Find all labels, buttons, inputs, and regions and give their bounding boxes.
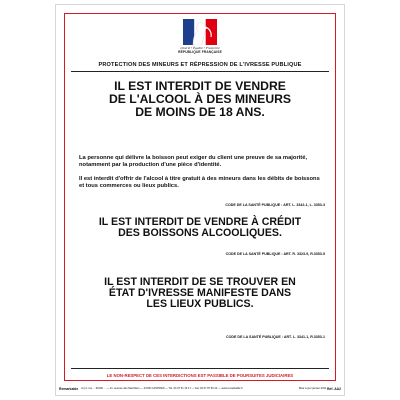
section3-title-line: LES LIEUX PUBLICS. (146, 298, 254, 311)
section1-title-line: IL EST INTERDIT DE VENDRE (114, 79, 286, 93)
section2-title-line: DES BOISSONS ALCOOLIQUES. (118, 227, 282, 240)
logo-motto: Liberté • Égalité • Fraternité (180, 46, 220, 50)
logo-country-name: RÉPUBLIQUE FRANÇAISE (178, 50, 222, 54)
update-date: Mise à jour janvier 2011 (298, 387, 327, 390)
section1-title (65, 80, 335, 118)
poster-reference-code: Réf. AA2 (326, 386, 341, 391)
section2-title-line: IL EST INTERDIT DE VENDRE À CRÉDIT (98, 216, 302, 228)
section1-title-line: DE L'ALCOOL À DES MINEURS (108, 91, 292, 106)
marianne-icon (183, 19, 217, 45)
marianne-logo (172, 19, 228, 66)
poster (55, 4, 345, 396)
section3-legal-reference: CODE DE LA SANTÉ PUBLIQUE : ART. L. 3341-1, R.3353-1 (226, 335, 325, 339)
section3-title-line: ÉTAT D'IVRESSE MANIFESTE DANS (108, 287, 292, 300)
section2-legal-reference: CODE DE LA SANTÉ PUBLIQUE : ART. R. 3323-9, R.3353-5 (225, 252, 325, 256)
section1-title-line: DE MOINS DE 18 ANS. (135, 104, 265, 119)
poster-frame (64, 13, 336, 381)
header-title: PROTECTION DES MINEURS ET RÉPRESSION DE L'IVRESSE PUBLIQUE (98, 62, 302, 68)
legal-warning: LE NON-RESPECT DE CES INTERDICTIONS EST PASSIBLE DE POURSUITES JUDICIAIRES (106, 373, 294, 378)
printer-info-bar (59, 385, 341, 392)
header-divider (71, 71, 329, 72)
section3-title-line: IL EST INTERDIT DE SE TROUVER EN (104, 276, 296, 288)
section3-title (65, 277, 335, 310)
section2-title (65, 217, 335, 239)
printer-brand: Remarkable (59, 386, 79, 391)
section1-paragraph-free-alcohol: Il est interdit d'offrir de l'alcool à titre gratuit à des mineurs dans les débits de boissons et tous commerces ou lieux publics. (79, 176, 320, 190)
printer-details: imp 1 rue ... 31000 ... — 41, avenue des Marchiers — 44700 CASTRIES — Tél. 04 67 51 16 17 — Fax 04 67 87 65 43 — www.remarkable.fr (81, 387, 243, 390)
footer-divider (71, 368, 329, 369)
section1-paragraph-proof: La personne qui délivre la boisson peut exiger du client une preuve de sa majorité, notamment par la production d'une pièce d'identité. (79, 155, 308, 169)
section1-legal-reference: CODE DE LA SANTÉ PUBLIQUE : ART. L. 3342-1, L. 3353-3 (225, 203, 325, 207)
